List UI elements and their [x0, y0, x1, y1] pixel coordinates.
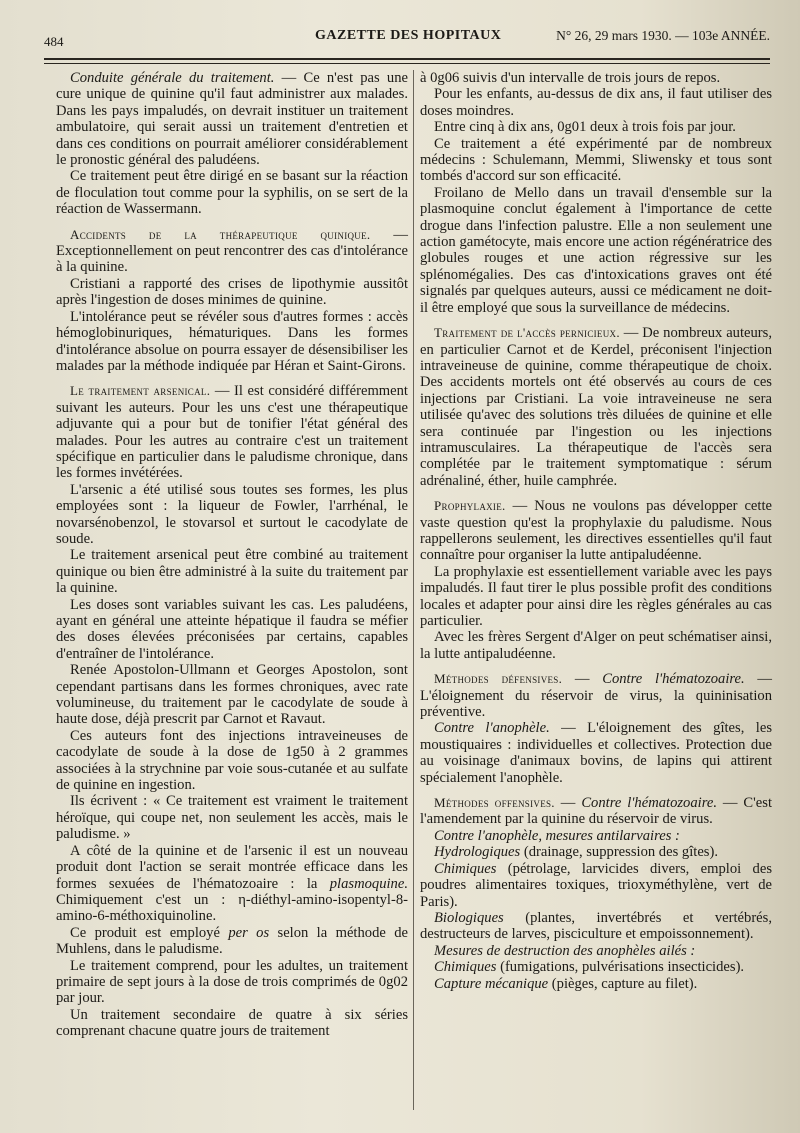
paragraph	[420, 959, 772, 975]
paragraph: L'arsenic a été utilisé sous toutes ses formes, les plus employées sont : la liqueur de Fowler, l'arrhénal, le novarsénobenzol, le stovarsol et surtout le cacodylate de soude.	[56, 481, 408, 547]
paragraph: Avec les frères Sergent d'Alger on peut schématiser ainsi, la lutte antipaludéenne.	[420, 629, 772, 662]
list-term: Chimiques	[434, 959, 497, 976]
paragraph-text: (fumigations, pulvérisations insecticides).	[496, 959, 745, 976]
subheading: Contre l'hématozoaire.	[581, 795, 717, 812]
paragraph	[420, 828, 772, 844]
paragraph: L'intolérance peut se révéler sous d'autres formes : accès hémoglobinuriques, hématuriques. Dans les formes d'intolérance absolue on pourra essayer de désensibiliser les malades par la méthode indiquée par Héran et Saint-Girons.	[56, 308, 408, 374]
subheading: Contre l'hématozoaire.	[602, 671, 745, 688]
paragraph	[420, 976, 772, 992]
paragraph: Ils écrivent : « Ce traitement est vraiment le traitement héroïque, qui coupe net, non seulement les accès, mais le paludisme. »	[56, 793, 408, 843]
paragraph-text: Chimiquement c'est un : η-diéthyl-amino-isopentyl-8-amino-6-méthoxiquinoline.	[56, 891, 408, 925]
paragraph	[420, 671, 772, 720]
paragraph-text: — L'éloignement des gîtes, les moustiquaires : individuelles et collectives. Protection due au voisinage d'animaux bovins, de lapins qui attirent spécialement l'anophèle.	[420, 720, 772, 786]
subheading: Contre l'anophèle.	[434, 720, 550, 737]
paragraph: Entre cinq à dix ans, 0g01 deux à trois fois par jour.	[434, 119, 736, 136]
subheading: Mesures de destruction des anophèles ailés :	[434, 942, 696, 959]
page-header	[40, 26, 780, 48]
paragraph: Ces auteurs font des injections intraveineuses de cacodylate de soude à la dose de 1g50 à 2 grammes associées à la strychnine par voie sous-cutanée et au sulfate de quinine en ingestion.	[56, 727, 408, 794]
paragraph	[420, 861, 772, 910]
section-heading: Méthodes défensives.	[434, 671, 563, 687]
page-number: 484	[44, 34, 64, 49]
subheading: Contre l'anophèle, mesures antilarvaires :	[434, 827, 680, 844]
paragraph: à 0g06 suivis d'un intervalle de trois jours de repos.	[420, 70, 721, 86]
list-term: Biologiques	[434, 909, 504, 926]
paragraph-text: — Nous ne voulons pas développer cette vaste question qu'est la prophylaxie du paludisme. Nous rappellerons seulement, les directives essentielles qu'il faut connaître pour organiser la lutte antipaludéenne.	[420, 498, 772, 564]
section-heading: Traitement de l'accès pernicieux.	[434, 325, 620, 341]
paragraph	[420, 720, 772, 786]
paragraph	[420, 943, 772, 959]
paragraph-text: — Il est considéré différemment suivant les auteurs. Pour les uns c'est une thérapeutique adjuvante qui a pour but de tonifier l'état général des malades. Pour les autres au contraire c'est un traitement spécifique en particulier dans le paludisme chronique, dans les formes invétérées.	[56, 383, 408, 482]
list-term: Chimiques	[434, 860, 497, 877]
right-column	[420, 70, 772, 992]
dash: —	[562, 671, 603, 688]
paragraph	[420, 498, 772, 564]
paragraph-text: (drainage, suppression des gîtes).	[520, 844, 718, 861]
left-column	[56, 70, 408, 1040]
paragraph	[420, 325, 772, 489]
paragraph	[56, 843, 408, 925]
section-heading: Accidents de la thérapeutique quinique.	[70, 226, 371, 242]
paragraph-text: (pièges, capture au filet).	[548, 975, 698, 992]
paragraph: Le traitement arsenical peut être combiné au traitement quinique ou bien être administré à la suite du traitement par la quinine.	[56, 547, 408, 597]
paragraph-text: — L'éloignement du réservoir de virus, la quininisation préventive.	[420, 671, 773, 721]
paragraph-text: — De nombreux auteurs, en particulier Carnot et de Kerdel, préconisent l'injection intraveineuse de quinine, comme thérapeutique de choix. Des accidents mortels ont été observés au cours de ces injections par Cristiani. La voie intraveineuse ne sera utilisée qu'avec des solutions très diluées de quinine et elle sera continuée par l'ingestion ou les injections intramusculaires. La thérapeutique de l'accès sera complétée par le traitement symptomatique : sérum adrénaliné, éther, huile camphrée.	[420, 325, 772, 489]
list-term: Hydrologiques	[434, 844, 521, 861]
header-rule	[44, 58, 770, 60]
paragraph-text: selon la méthode de Muhlens, dans le paludisme.	[56, 924, 408, 958]
journal-title: GAZETTE DES HOPITAUX	[315, 28, 502, 43]
drug-name: plasmoquine.	[329, 875, 408, 892]
latin-term: per os	[228, 924, 270, 941]
section-heading: Prophylaxie.	[434, 498, 506, 514]
dash: —	[554, 795, 582, 812]
paragraph	[56, 925, 408, 958]
issue-info: N° 26, 29 mars 1930. — 103e ANNÉE.	[556, 28, 770, 43]
paragraph-text: — Exceptionnellement on peut rencontrer des cas d'intolérance à la quinine.	[56, 226, 408, 276]
paragraph: Renée Apostolon-Ullmann et Georges Apostolon, sont cependant partisans dans les formes chroniques, avec rate volumineuse, du traitement par le cacodylate de soude à haute dose, déjà prescrit par Carnot et Ravaut.	[56, 662, 408, 728]
paragraph: Froilano de Mello dans un travail d'ensemble sur la plasmoquine conclut également à l'importance de cette drogue dans l'infection palustre. Elle a non seulement une action gamétocyte, mais encore une action régénératrice des globules rouges et une action régressive sur les splénomégalies. Des cas d'intoxications graves ont été signalés par quelques auteurs, aussi ce médicament ne doit-il être employé que sous la surveillance de médecins.	[420, 184, 772, 316]
paragraph-text: A côté de la quinine et de l'arsenic il est un nouveau produit dont l'action se serait montrée efficace dans les formes sexuées de l'hématozoaire : la	[56, 842, 408, 892]
paragraph: Ce traitement peut être dirigé en se basant sur la réaction de floculation tout comme pour la syphilis, on se sert de la réaction de Wassermann.	[56, 168, 408, 218]
paragraph	[420, 795, 772, 828]
list-term: Capture mécanique	[434, 975, 549, 992]
paragraph-text: (pétrolage, larvicides divers, emploi des poudres alimentaires toxiques, trioxyméthylène, vert de Paris).	[420, 860, 772, 910]
paragraph	[420, 844, 772, 860]
paragraph: La prophylaxie est essentiellement variable avec les pays impaludés. Il faut tirer le plus possible profit des conditions locales et adapter pour ainsi dire les règles générales au cas particulier.	[420, 563, 772, 629]
paragraph	[56, 383, 408, 481]
paragraph	[56, 227, 408, 276]
paragraph: Ce traitement a été expérimenté par de nombreux médecins : Schulemann, Memmi, Sliwensky et tous sont tombés d'accord sur son efficacité.	[420, 135, 772, 185]
paragraph-text: — C'est l'amendement par la quinine du réservoir de virus.	[420, 795, 772, 828]
header-rule-thin	[44, 63, 770, 64]
section-heading: Le traitement arsenical.	[70, 383, 211, 399]
paragraph: Le traitement comprend, pour les adultes, un traitement primaire de sept jours à la dose de trois comprimés de 0g02 par jour.	[56, 957, 408, 1007]
paragraph-text: (plantes, invertébrés et vertébrés, destructeurs de larves, pisciculture et empoissonnement).	[420, 909, 772, 943]
paragraph	[56, 70, 408, 168]
paragraph: Pour les enfants, au-dessus de dix ans, il faut utiliser des doses moindres.	[420, 86, 772, 119]
section-heading: Méthodes offensives.	[434, 795, 555, 811]
paragraph	[420, 910, 772, 943]
paragraph-text: — Ce n'est pas une cure unique de quinine qu'il faut administrer aux malades. Dans les pays impaludés, on devrait instituer un traitement ambulatoire, qui serait aussi un traitement d'entretien et dans ces conditions on pourrait améliorer considérablement le pronostic général des paludéens.	[56, 70, 408, 169]
paragraph: Les doses sont variables suivant les cas. Les paludéens, ayant en général une atteinte hépatique il faudra se méfier des doses élevées préconisées par certains, capables d'entraîner de l'intolérance.	[56, 596, 408, 662]
paragraph: Cristiani a rapporté des crises de lipothymie aussitôt après l'ingestion de doses minimes de quinine.	[56, 275, 408, 309]
paragraph-text: Ce produit est employé	[70, 924, 229, 941]
paragraph: Un traitement secondaire de quatre à six séries comprenant chacune quatre jours de traitement	[56, 1006, 408, 1040]
column-divider	[413, 70, 414, 1110]
section-heading: Conduite générale du traitement.	[70, 70, 275, 86]
